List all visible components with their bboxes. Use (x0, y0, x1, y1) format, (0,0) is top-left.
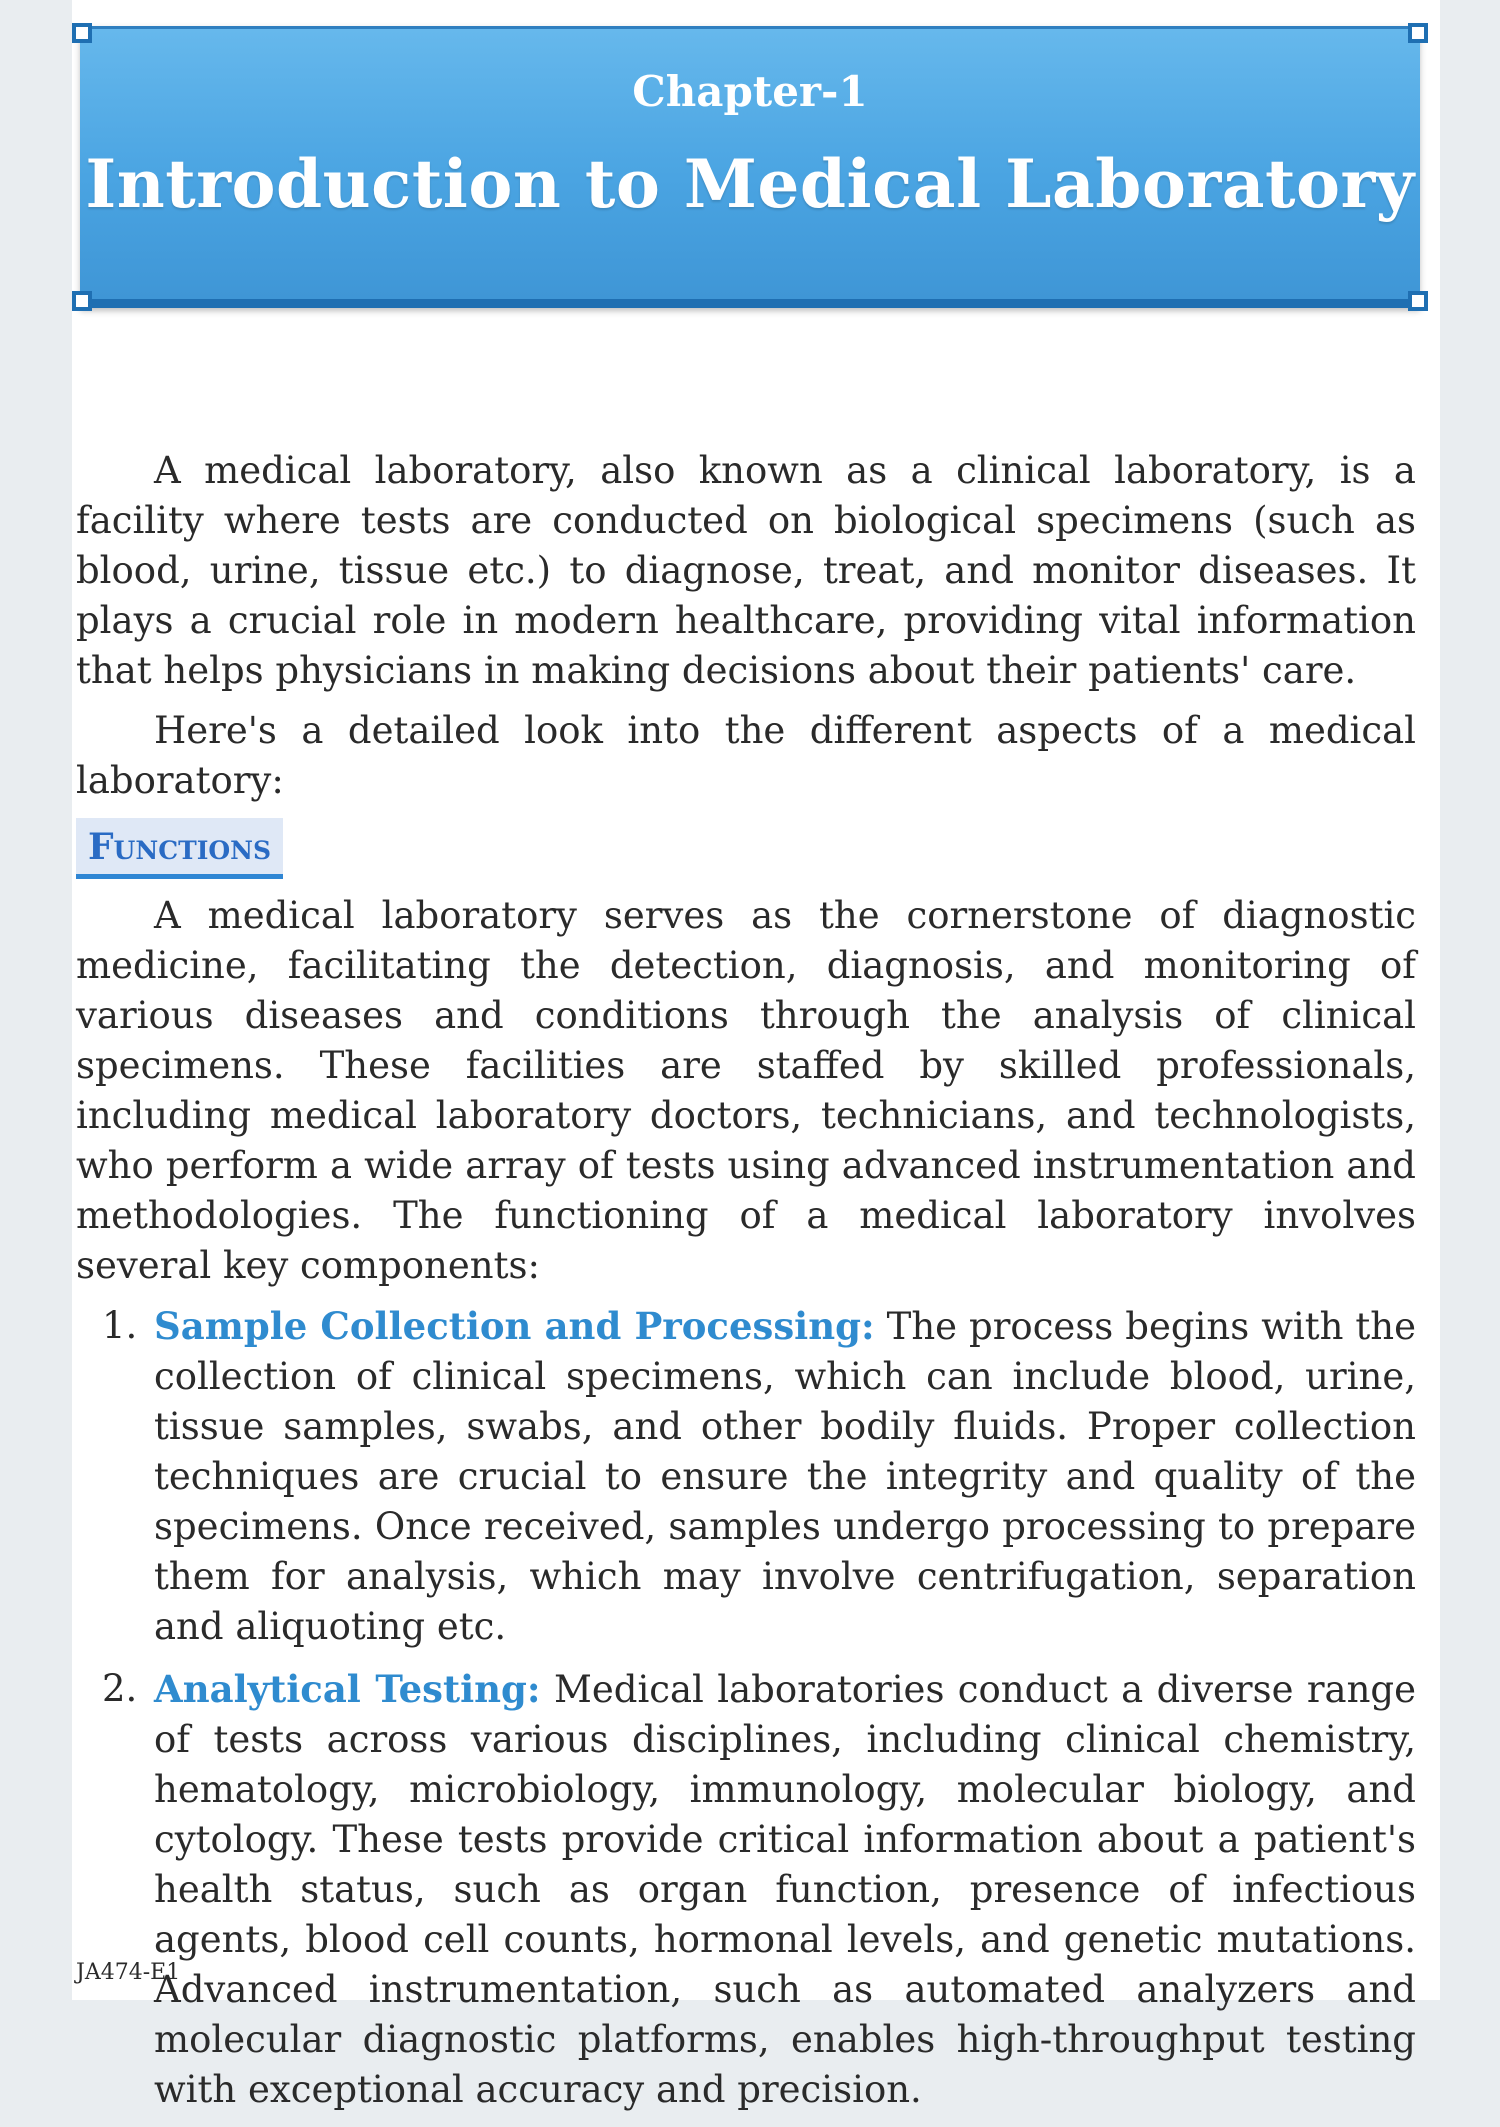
banner-corner-ornament (1408, 291, 1428, 311)
chapter-banner (80, 26, 1420, 308)
section-heading-functions: Functions (76, 818, 283, 879)
chapter-title: Introduction to Medical Laboratory (85, 145, 1415, 223)
lead-in-paragraph: Here's a detailed look into the different aspects of a medical laboratory: (76, 709, 1416, 802)
functions-paragraph: A medical laboratory serves as the cornerstone of diagnostic medicine, facilitating the detection, diagnosis, and monitoring of various diseases and conditions through the analysis of clinical specimens. These facilities are staffed by skilled professionals, including medical laboratory doctors, technicians, and technologists, who perform a wide array of tests using advanced instrumentation and methodologies. The functioning of a medical laboratory involves several key components: (76, 894, 1416, 1287)
list-item (76, 1301, 1416, 1652)
banner-corner-ornament (72, 23, 92, 43)
intro-paragraph: A medical laboratory, also known as a clinical laboratory, is a facility where tests are conducted on biological specimens (such as blood, urine, tissue etc.) to diagnose, treat, and monitor diseases. It plays a crucial role in modern healthcare, providing vital information that helps physicians in making decisions about their patients' care. (76, 449, 1416, 692)
list-item (76, 1664, 1416, 2115)
list-item-number: 1. (102, 1304, 138, 1347)
banner-corner-ornament (72, 291, 92, 311)
banner-corner-ornament (1408, 23, 1428, 43)
footer-code: JA474-E1 (76, 1960, 181, 1985)
chapter-label: Chapter-1 (632, 67, 868, 116)
components-list (76, 1301, 1416, 2115)
list-item-number: 2. (102, 1667, 138, 1710)
list-item-term: Analytical Testing: (154, 1667, 541, 1711)
list-item-text: The process begins with the collection of clinical specimens, which can include blood, urine, tissue samples, swabs, and other bodily fluids. Proper collection techniques are crucial to ensure the integrity and quality of the specimens. Once received, samples undergo processing to prepare them for analysis, which may involve centrifugation, separation and aliquoting etc. (154, 1305, 1416, 1648)
page-content (76, 446, 1416, 2127)
list-item-term: Sample Collection and Processing: (154, 1304, 875, 1348)
list-item-text: Medical laboratories conduct a diverse range of tests across various disciplines, including clinical chemistry, hematology, microbiology, immunology, molecular biology, and cytology. These tests provide critical information about a patient's health status, such as organ function, presence of infectious agents, blood cell counts, hormonal levels, and genetic mutations. Advanced instrumentation, such as automated analyzers and molecular diagnostic platforms, enables high-throughput testing with exceptional accuracy and precision. (154, 1668, 1417, 2111)
